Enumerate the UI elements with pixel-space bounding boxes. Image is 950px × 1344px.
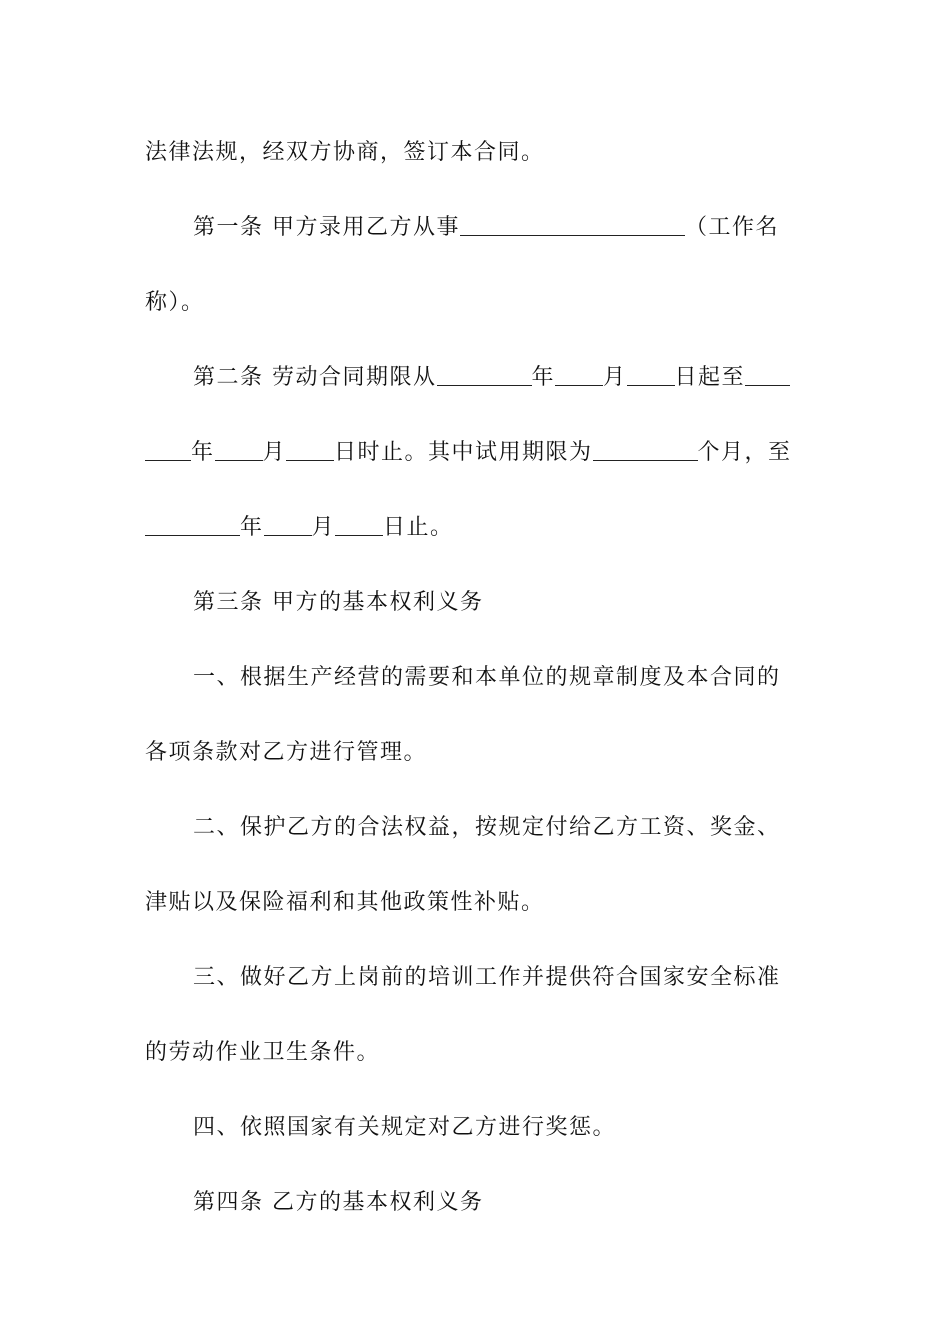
probation-end-month-blank[interactable] xyxy=(264,511,312,536)
start-day-blank[interactable] xyxy=(627,361,675,386)
text-segment: 四、依照国家有关规定对乙方进行奖惩。 xyxy=(193,1115,617,1140)
probation-end-day-blank[interactable] xyxy=(335,511,383,536)
text-segment: 年 xyxy=(191,440,215,465)
paragraph-line xyxy=(145,283,810,323)
article-4-heading xyxy=(193,1183,810,1223)
start-month-blank[interactable] xyxy=(555,361,603,386)
text-segment: 日起至 xyxy=(674,365,746,390)
text-segment: 法律法规，经双方协商，签订本合同。 xyxy=(145,140,545,165)
text-segment: 月 xyxy=(603,365,627,390)
text-segment: 日时止。其中试用期限为 xyxy=(334,440,593,465)
paragraph-line xyxy=(193,658,810,698)
text-segment: 月 xyxy=(311,515,336,540)
text-segment: 三、做好乙方上岗前的培训工作并提供符合国家安全标准 xyxy=(193,965,781,990)
article-2-line-cont xyxy=(145,508,810,548)
probation-end-year-blank[interactable] xyxy=(145,511,240,536)
end-day-blank[interactable] xyxy=(286,436,334,461)
text-segment: 各项条款对乙方进行管理。 xyxy=(145,740,428,765)
text-segment: 一、根据生产经营的需要和本单位的规章制度及本合同的 xyxy=(193,665,781,690)
text-segment: 年 xyxy=(531,365,556,390)
text-segment: 第三条 甲方的基本权利义务 xyxy=(193,590,484,615)
text-segment: 称）。 xyxy=(145,290,205,315)
text-segment: 月 xyxy=(262,440,287,465)
paragraph-line xyxy=(193,958,810,998)
paragraph-line xyxy=(145,133,810,173)
end-year-blank-part2[interactable] xyxy=(145,436,191,461)
text-segment: 第二条 劳动合同期限从 xyxy=(193,365,437,390)
text-segment: 年 xyxy=(240,515,264,540)
article-2-line-cont xyxy=(145,433,810,473)
article-3-heading xyxy=(193,583,810,623)
text-segment: 个月，至 xyxy=(697,440,792,465)
job-title-blank[interactable] xyxy=(460,211,685,236)
text-segment: 日止。 xyxy=(383,515,454,540)
paragraph-line xyxy=(193,808,810,848)
start-year-blank[interactable] xyxy=(437,361,532,386)
text-segment: 第四条 乙方的基本权利义务 xyxy=(193,1190,484,1215)
end-year-blank-part1[interactable] xyxy=(745,361,790,386)
probation-months-blank[interactable] xyxy=(593,436,698,461)
paragraph-line xyxy=(145,733,810,773)
text-segment: （工作名 xyxy=(685,215,780,240)
end-month-blank[interactable] xyxy=(215,436,263,461)
paragraph-line xyxy=(193,1108,810,1148)
article-2-line xyxy=(193,358,810,398)
paragraph-line xyxy=(145,1033,810,1073)
text-segment: 津贴以及保险福利和其他政策性补贴。 xyxy=(145,890,545,915)
text-segment: 的劳动作业卫生条件。 xyxy=(145,1040,381,1065)
text-segment: 第一条 甲方录用乙方从事 xyxy=(193,215,460,240)
text-segment: 二、保护乙方的合法权益，按规定付给乙方工资、奖金、 xyxy=(193,815,781,840)
paragraph-line xyxy=(145,883,810,923)
article-1-line xyxy=(193,208,810,248)
